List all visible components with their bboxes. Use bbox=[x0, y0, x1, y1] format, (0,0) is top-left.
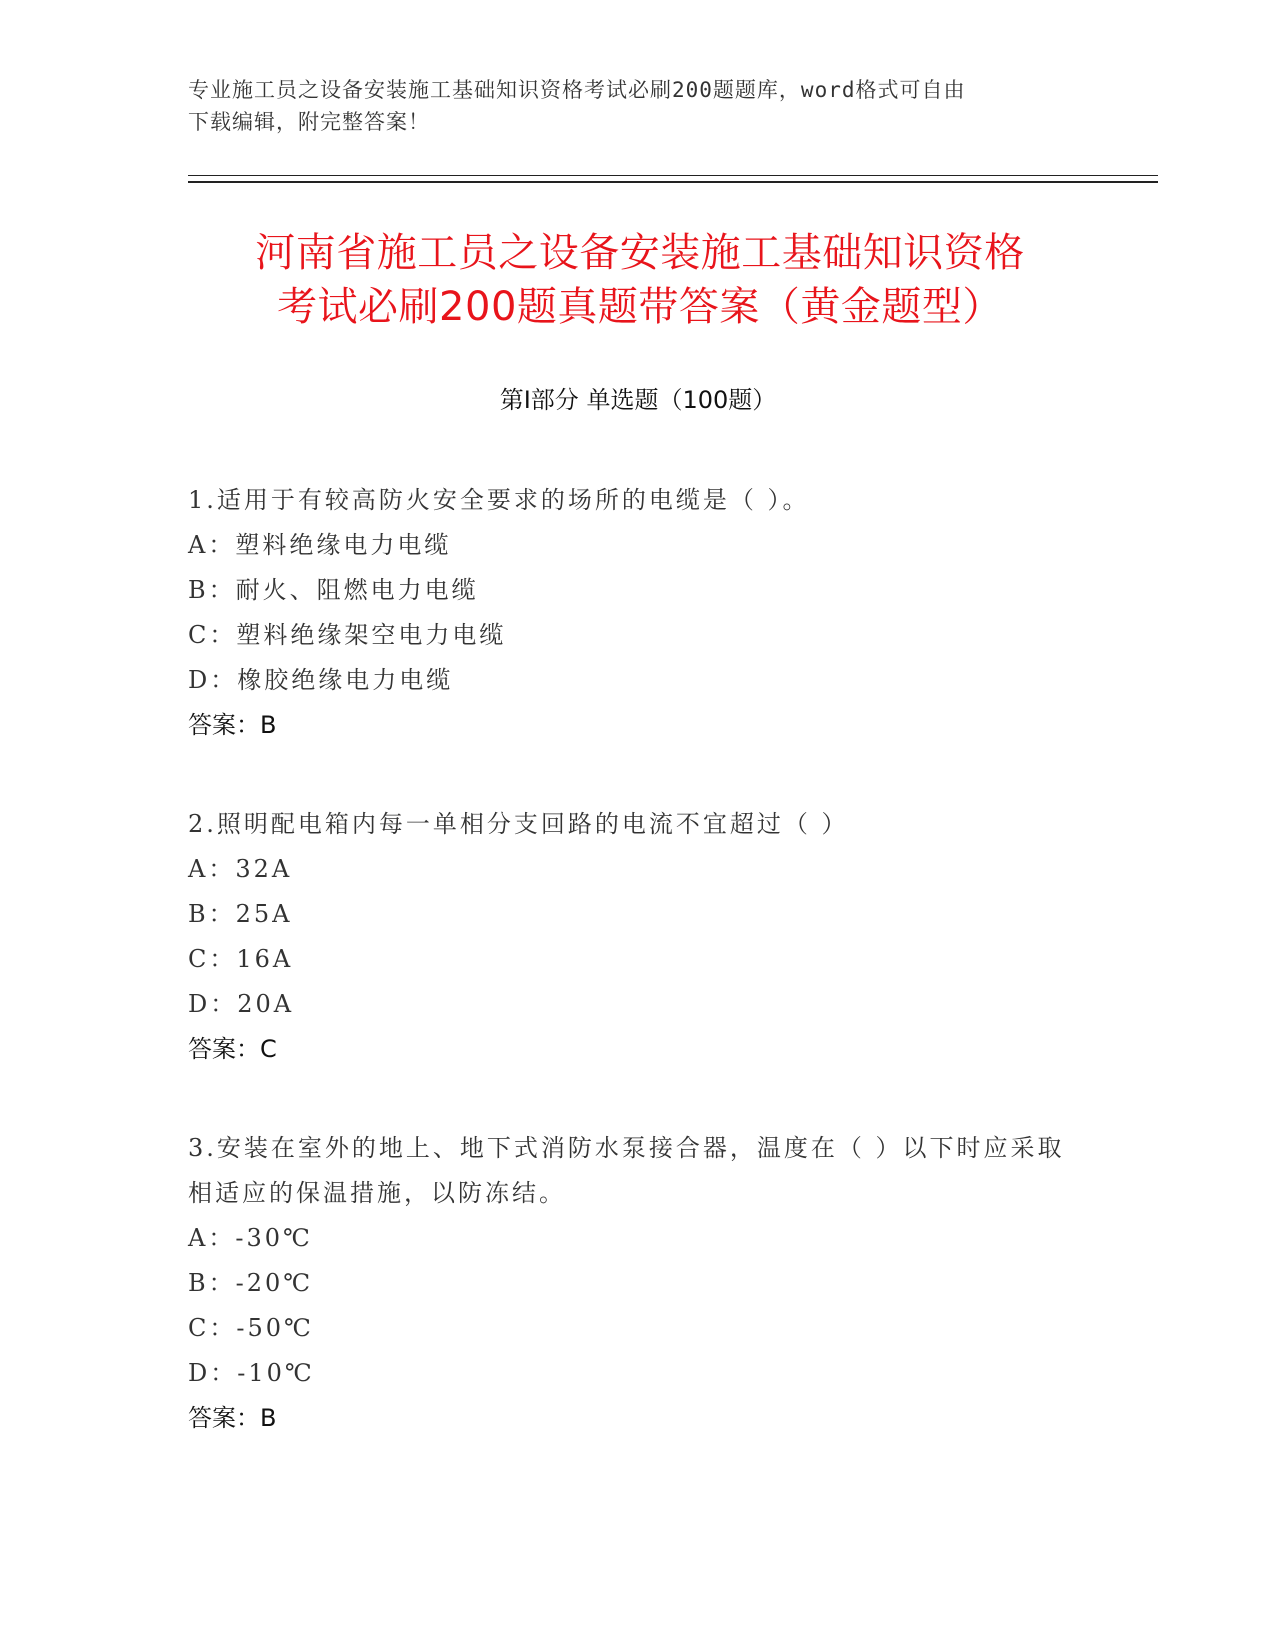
option-key: C： bbox=[188, 1314, 237, 1342]
option-key: A： bbox=[188, 531, 236, 559]
question-stem: 3.安装在室外的地上、地下式消防水泵接合器，温度在（ ）以下时应采取相适应的保温措施，以防冻结。 bbox=[188, 1134, 1065, 1207]
option-text: 32A bbox=[235, 855, 293, 883]
document-title bbox=[180, 226, 1100, 334]
option-c bbox=[188, 1306, 1088, 1351]
option-d bbox=[188, 982, 1088, 1027]
question-list bbox=[188, 478, 1088, 1495]
option-key: C： bbox=[188, 621, 237, 649]
option-text: -10℃ bbox=[237, 1359, 315, 1387]
question-2 bbox=[188, 802, 1088, 1072]
option-a bbox=[188, 1216, 1088, 1261]
option-a bbox=[188, 523, 1088, 568]
option-text: 塑料绝缘架空电力电缆 bbox=[236, 621, 507, 649]
option-b bbox=[188, 1261, 1088, 1306]
option-key: B： bbox=[188, 900, 236, 928]
option-b bbox=[188, 568, 1088, 613]
question-stem: 1.适用于有较高防火安全要求的场所的电缆是（ ）。 bbox=[188, 486, 810, 514]
option-key: A： bbox=[188, 855, 236, 883]
option-text: 25A bbox=[235, 900, 293, 928]
option-text: -20℃ bbox=[235, 1269, 314, 1297]
option-text: 橡胶绝缘电力电缆 bbox=[237, 666, 454, 694]
option-c bbox=[188, 613, 1088, 658]
option-key: A： bbox=[188, 1224, 236, 1252]
option-text: -50℃ bbox=[236, 1314, 314, 1342]
option-key: D： bbox=[188, 990, 238, 1018]
title-line-2: 考试必刷200题真题带答案（黄金题型） bbox=[277, 284, 1003, 330]
option-text: 耐火、阻燃电力电缆 bbox=[235, 576, 479, 604]
option-d bbox=[188, 1351, 1088, 1396]
title-line-1: 河南省施工员之设备安装施工基础知识资格 bbox=[255, 230, 1025, 276]
answer-line: 答案：B bbox=[188, 1404, 277, 1432]
option-text: 16A bbox=[236, 945, 294, 973]
option-a bbox=[188, 847, 1088, 892]
option-key: D： bbox=[188, 666, 238, 694]
option-key: B： bbox=[188, 576, 236, 604]
document-header bbox=[188, 74, 1088, 138]
option-text: -30℃ bbox=[235, 1224, 313, 1252]
option-d bbox=[188, 658, 1088, 703]
question-stem: 2.照明配电箱内每一单相分支回路的电流不宜超过（ ） bbox=[188, 810, 849, 838]
header-divider-thick bbox=[188, 181, 1158, 183]
option-text: 塑料绝缘电力电缆 bbox=[235, 531, 452, 559]
question-3 bbox=[188, 1126, 1088, 1441]
option-b bbox=[188, 892, 1088, 937]
option-key: B： bbox=[188, 1269, 236, 1297]
section-heading: 第Ⅰ部分 单选题（100题） bbox=[499, 386, 777, 414]
option-c bbox=[188, 937, 1088, 982]
header-line-1: 专业施工员之设备安装施工基础知识资格考试必刷200题题库，word格式可自由 bbox=[188, 78, 966, 102]
answer-line: 答案：C bbox=[188, 1035, 277, 1063]
header-line-2: 下载编辑，附完整答案！ bbox=[188, 110, 430, 134]
question-1 bbox=[188, 478, 1088, 748]
header-divider-thin bbox=[188, 175, 1158, 176]
option-key: C： bbox=[188, 945, 237, 973]
answer-line: 答案：B bbox=[188, 711, 277, 739]
option-key: D： bbox=[188, 1359, 238, 1387]
option-text: 20A bbox=[237, 990, 295, 1018]
